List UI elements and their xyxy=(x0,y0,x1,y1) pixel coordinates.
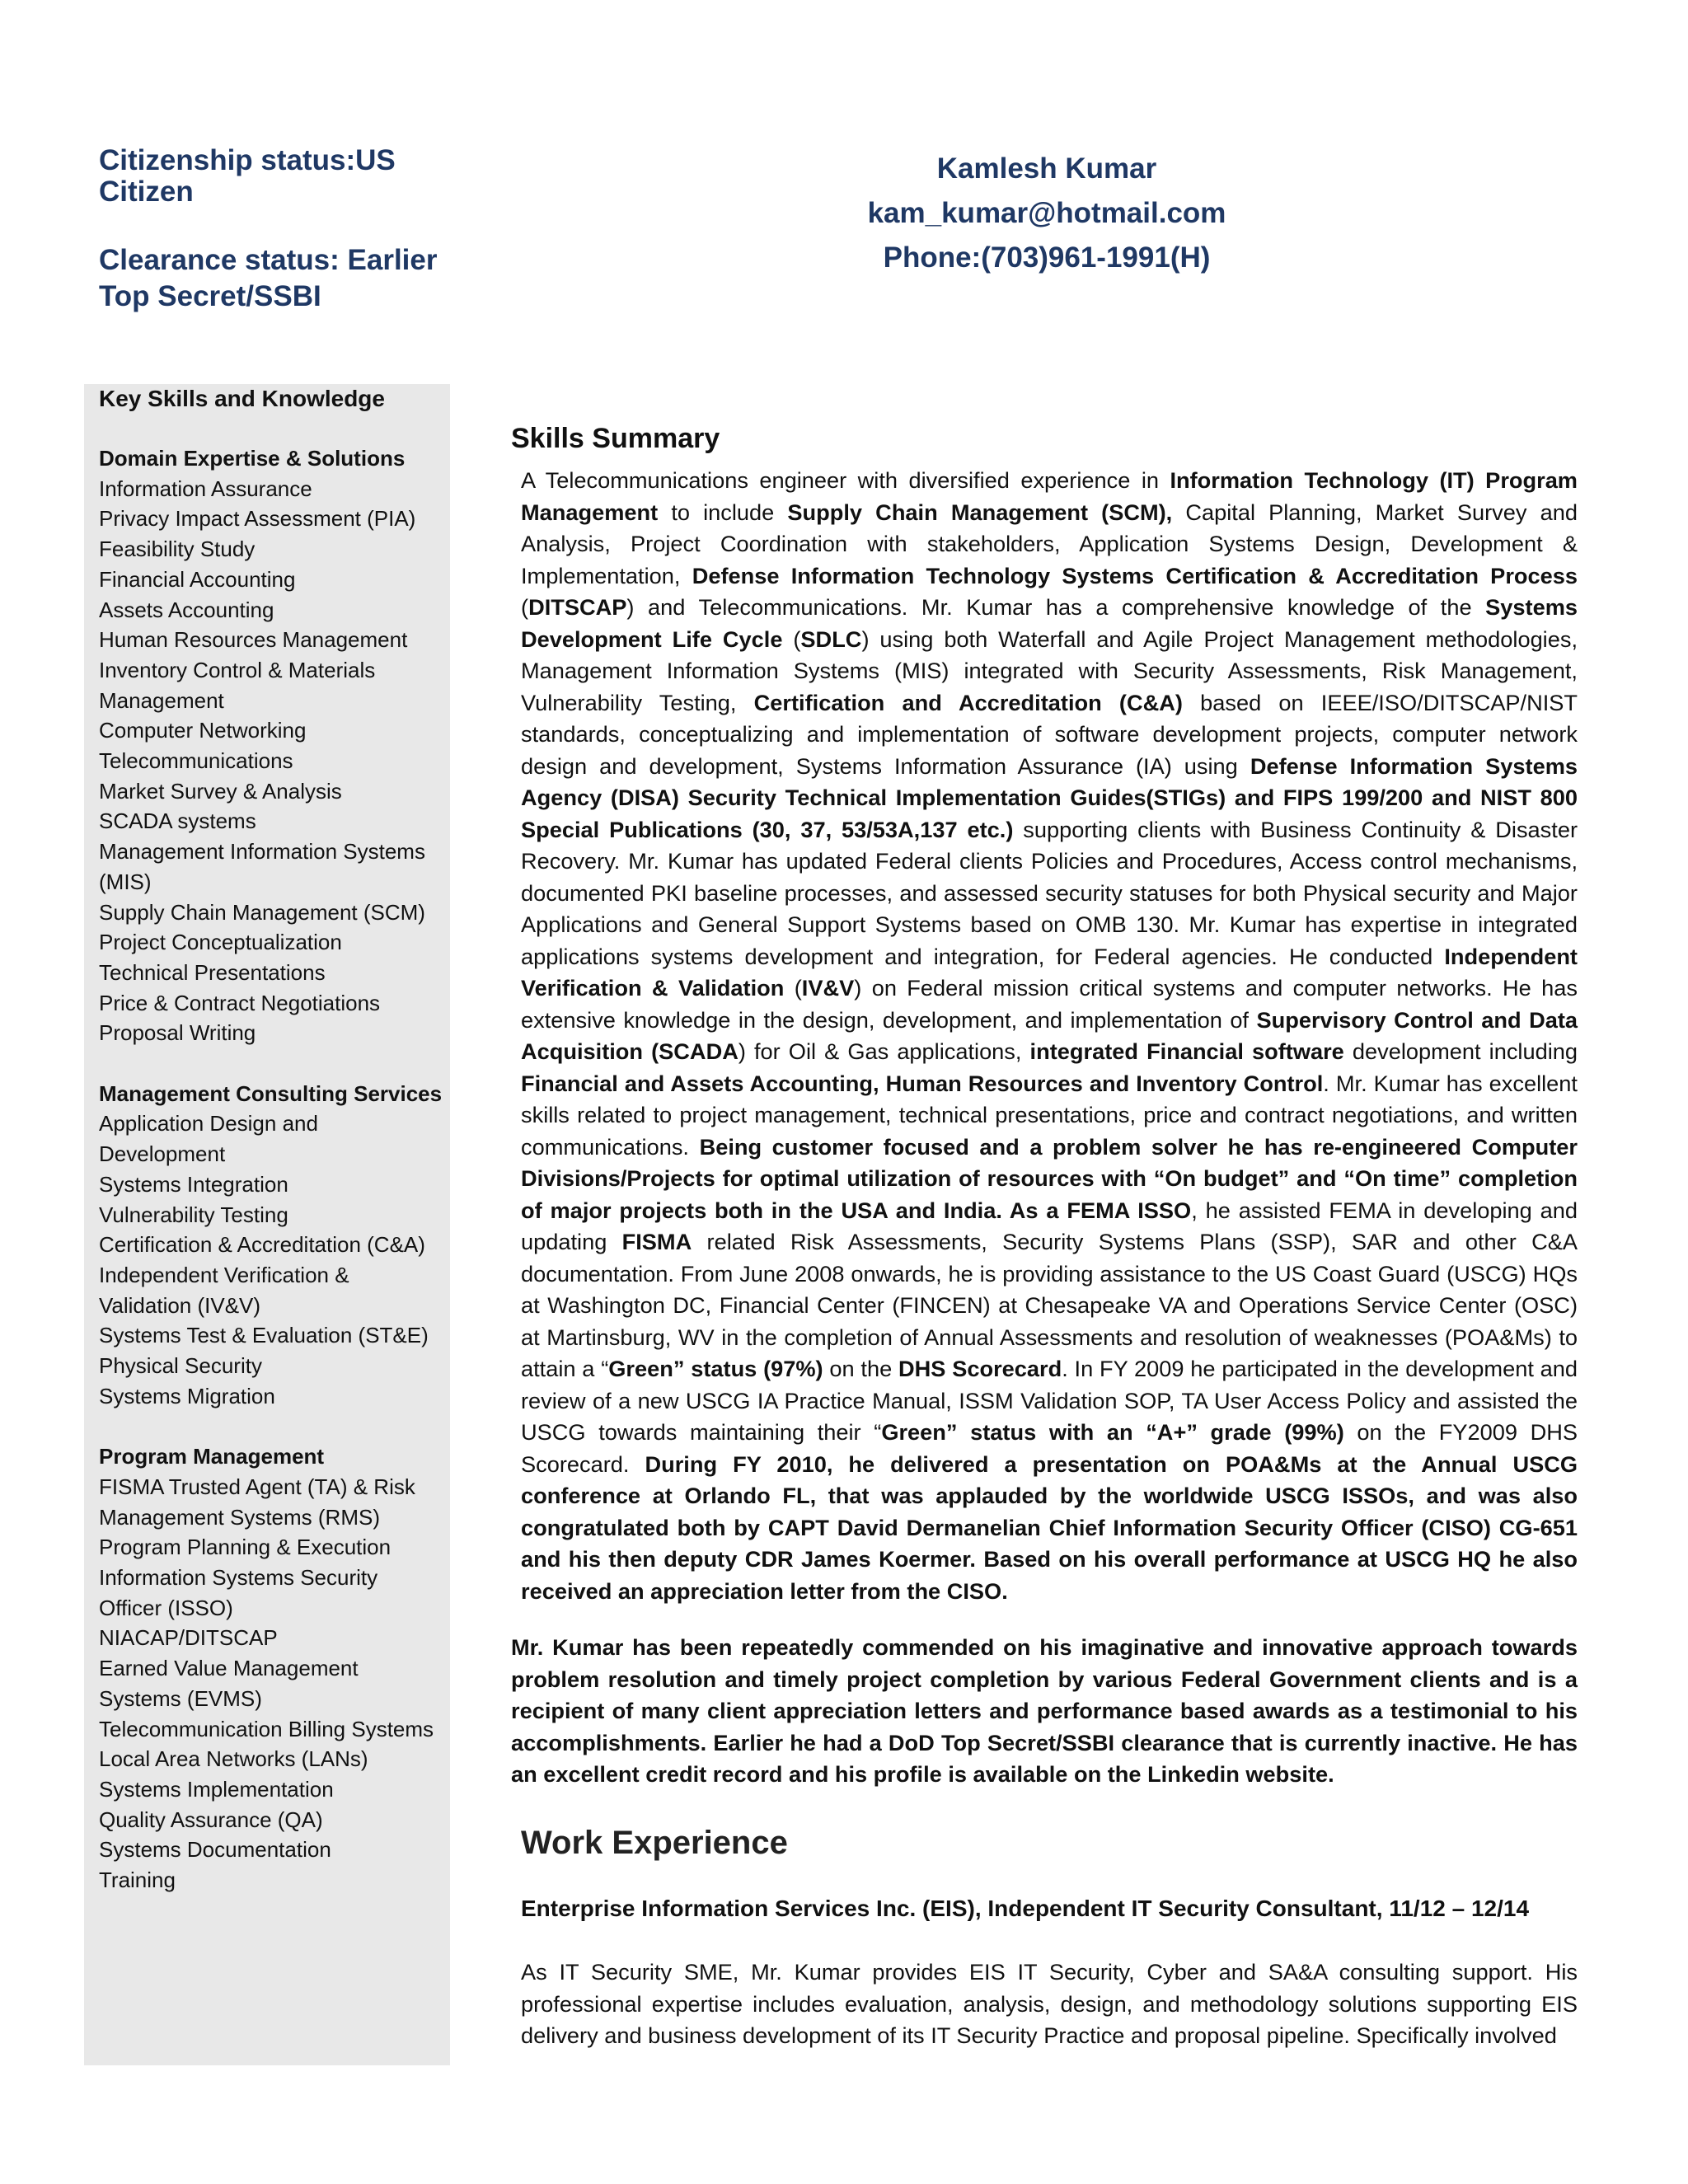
job-description: As IT Security SME, Mr. Kumar provides EIS IT Security, Cyber and SA&A consulting support. His professional expertise includes evaluation, analysis, design, and methodology solutions supporting EIS delivery and business development of its IT Security Practice and proposal pipeline. Specifically involved xyxy=(521,1959,1578,2048)
skill-item: Privacy Impact Assessment (PIA) xyxy=(99,506,416,532)
summary-text-run: Supervisory Control and Data Acquisition (SCADA xyxy=(521,1006,1578,1064)
summary-text-run: Green” status (97%) xyxy=(608,1356,823,1381)
skill-item: Technical Presentations xyxy=(99,959,326,985)
summary-text-run: FISMA xyxy=(621,1229,692,1254)
key-skills-sidebar xyxy=(84,384,450,2065)
summary-text-run: Independent Verification & Validation xyxy=(521,943,1578,1001)
skills-summary-closing: Mr. Kumar has been repeatedly commended on his imaginative and innovative approach towards problem resolution and timely project completion by various Federal Government clients and is a recipient of many client appreciation letters and performance based awards as a testimonial to his accomplishments. Earlier he had a DoD Top Secret/SSBI clearance that is currently inactive. He has an excellent credit record and his profile is available on the Linkedin website. xyxy=(511,1634,1578,1787)
skill-item: Earned Value Management Systems (EVMS) xyxy=(99,1656,359,1711)
work-experience-heading: Work Experience xyxy=(521,1825,788,1861)
skill-item: Program Planning & Execution xyxy=(99,1535,392,1560)
skill-item: Supply Chain Management (SCM) xyxy=(99,899,425,925)
summary-text-run: ( xyxy=(784,975,802,1001)
contact-block xyxy=(725,147,1368,280)
skill-item: Financial Accounting xyxy=(99,566,296,592)
summary-text-run: . Mr. Kumar has excellent skills related to project management, technical presentations, price and contract negotiations, and written communications. xyxy=(521,1070,1578,1160)
skill-item: Assets Accounting xyxy=(99,597,274,622)
skill-item: Systems Implementation xyxy=(99,1776,334,1802)
summary-text-run: ( xyxy=(782,626,801,652)
summary-text-run: IV&V xyxy=(801,975,855,1001)
summary-text-run: A Telecommunications engineer with diversified experience in xyxy=(521,467,1170,493)
skill-groups xyxy=(99,443,445,1896)
summary-text-run: During FY 2010, he delivered a presentation on POA&Ms at the Annual USCG conference at Orlando FL, that was applauded by the worldwide USCG ISSOs, and was also congratulated both by CAPT David Dermanelian Chief Information Security Officer (CISO) CG-651 and his then deputy CDR James Koermer. Based on his overall performance at USCG HQ he also received an appreciation letter from the CISO. xyxy=(521,1451,1578,1604)
skill-item: Price & Contract Negotiations xyxy=(99,990,381,1015)
key-skills-title: Key Skills and Knowledge xyxy=(99,386,385,411)
skill-item: Systems Migration xyxy=(99,1383,275,1408)
skill-item: Independent Verification & Validation (IV&V) xyxy=(99,1262,349,1318)
summary-text-run: . In FY 2009 he participated in the development and review of a new USCG IA Practice Manual, ISSM Validation SOP, TA User Access Policy and assisted the USCG towards maintaining their “ xyxy=(521,1356,1578,1445)
skill-item: Systems Test & Evaluation (ST&E) xyxy=(99,1323,429,1348)
summary-text-run: Supply Chain Management (SCM), xyxy=(787,499,1173,525)
skill-item: FISMA Trusted Agent (TA) & Risk Management Systems (RMS) xyxy=(99,1474,415,1530)
skills-summary-heading: Skills Summary xyxy=(511,423,720,454)
summary-text-run: Defense Information Technology Systems Certification & Accreditation Process xyxy=(692,562,1578,588)
summary-text-run: ) on Federal mission critical systems and computer networks. He has extensive knowledge in the design, development, and implementation of xyxy=(521,975,1578,1033)
skill-item: Telecommunications xyxy=(99,748,293,774)
summary-text-run: ) using both Waterfall and Agile Project Management methodologies, Management Information Systems (MIS) integrated with Security Assessments, Risk Management, Vulnerability Testing, xyxy=(521,626,1578,715)
skill-item: Physical Security xyxy=(99,1353,262,1379)
summary-text-run: Defense Information Systems Agency (DISA) Security Technical Implementation Guides(STIGs) and FIPS 199/200 and NIST 800 Special Publications (30, 37, 53/53A,137 etc.) xyxy=(521,752,1578,842)
skill-item: Information Systems Security Officer (ISSO) xyxy=(99,1564,378,1620)
summary-text-run: Capital Planning, Market Survey and Analysis, Project Coordination with stakeholders, Application Systems Design, Development & Implementation, xyxy=(521,499,1578,588)
skill-item: Market Survey & Analysis xyxy=(99,778,342,804)
skill-item: Inventory Control & Materials Management xyxy=(99,657,376,713)
summary-text-run: DITSCAP xyxy=(528,594,627,620)
candidate-name: Kamlesh Kumar xyxy=(936,152,1157,185)
skill-item: Systems Integration xyxy=(99,1171,288,1197)
skill-item: Vulnerability Testing xyxy=(99,1202,288,1227)
skill-item: Human Resources Management xyxy=(99,627,408,653)
summary-text-run: related Risk Assessments, Security Systems Plans (SSP), SAR and other C&A documentation. From June 2008 onwards, he is providing assistance to the US Coast Guard (USCG) HQs at Washington DC, Financial Center (FINCEN) at Chesapeake VA and Operations Service Center (OSC) at Martinsburg, WV in the completion of Annual Assessments and resolution of weaknesses (POA&Ms) to attain a “ xyxy=(521,1229,1578,1381)
skill-item: Project Conceptualization xyxy=(99,930,342,955)
skill-item: Feasibility Study xyxy=(99,537,256,562)
skill-item: NIACAP/DITSCAP xyxy=(99,1625,278,1651)
skill-item: Computer Networking xyxy=(99,718,307,743)
summary-text-run: SDLC xyxy=(800,626,862,652)
candidate-phone: Phone:(703)961-1991(H) xyxy=(883,241,1211,274)
skill-item: Systems Documentation xyxy=(99,1837,331,1863)
skill-group xyxy=(99,443,445,1048)
skill-item: Application Design and Development xyxy=(99,1111,318,1167)
skill-item: Information Assurance xyxy=(99,476,312,501)
key-skills-content xyxy=(99,384,445,1925)
candidate-email: kam_kumar@hotmail.com xyxy=(867,197,1226,229)
skill-item: Management Information Systems (MIS) xyxy=(99,839,425,894)
summary-text-run: Financial and Assets Accounting, Human Resources and Inventory Control xyxy=(521,1070,1324,1096)
summary-text-run: integrated Financial software xyxy=(1029,1038,1344,1064)
citizenship-status: Citizenship status:US Citizen xyxy=(99,144,396,208)
summary-text-run: ( xyxy=(521,594,529,620)
skill-item: Certification & Accreditation (C&A) xyxy=(99,1232,425,1258)
skill-item: SCADA systems xyxy=(99,808,256,834)
skill-item: Quality Assurance (QA) xyxy=(99,1807,323,1832)
skill-group xyxy=(99,1079,445,1412)
skills-summary-text xyxy=(521,465,1578,1607)
summary-text-run: DHS Scorecard xyxy=(898,1356,1062,1381)
summary-text-run: based on IEEE/ISO/DITSCAP/NIST standards, conceptualizing and implementation of software development projects, computer network design and development, Systems Information Assurance (IA) using xyxy=(521,689,1578,779)
skills-summary-paragraph xyxy=(521,465,1578,1607)
skill-group-heading: Domain Expertise & Solutions xyxy=(99,446,406,471)
job-title: Enterprise Information Services Inc. (EIS), Independent IT Security Consultant, 11/12 – 12/14 xyxy=(521,1896,1530,1921)
summary-text-run: Information Technology (IT) Program Management xyxy=(521,467,1578,525)
skill-item: Proposal Writing xyxy=(99,1020,256,1046)
summary-text-run: supporting clients with Business Continuity & Disaster Recovery. Mr. Kumar has updated Federal clients Policies and Procedures, Access control mechanisms, documented PKI baseline processes, and assessed security statuses for both Physical security and Major Applications and General Support Systems based on OMB 130. Mr. Kumar has expertise in integrated applications systems development and integration, for Federal agencies. He conducted xyxy=(521,816,1578,969)
summary-text-run: development including xyxy=(1343,1038,1578,1064)
summary-text-run: Being customer focused and a problem solver he has re-engineered Computer Divisions/Projects for optimal utilization of resources with “On budget” and “On time” completion of major projects both in the USA and India. As a FEMA ISSO xyxy=(521,1133,1578,1223)
clearance-status: Clearance status: Earlier Top Secret/SSBI xyxy=(99,244,438,312)
summary-text-run: ) for Oil & Gas applications, xyxy=(738,1038,1030,1064)
skill-group-heading: Program Management xyxy=(99,1444,325,1469)
summary-text-run: Green” status with an “A+” grade (99%) xyxy=(881,1419,1344,1445)
summary-text-run: , he assisted FEMA in developing and updating xyxy=(521,1197,1578,1254)
summary-text-run: Certification and Accreditation (C&A) xyxy=(753,689,1183,715)
skill-group xyxy=(99,1441,445,1896)
summary-text-run: to include xyxy=(658,499,788,525)
skill-item: Training xyxy=(99,1868,176,1893)
skill-item: Telecommunication Billing Systems xyxy=(99,1716,434,1741)
summary-text-run: on the xyxy=(823,1356,899,1381)
summary-text-run: on the FY2009 DHS Scorecard. xyxy=(521,1419,1578,1477)
summary-text-run: ) and Telecommunications. Mr. Kumar has a comprehensive knowledge of the xyxy=(626,594,1486,620)
skill-group-heading: Management Consulting Services xyxy=(99,1080,443,1106)
skill-item: Local Area Networks (LANs) xyxy=(99,1746,368,1772)
summary-text-run: Systems Development Life Cycle xyxy=(521,594,1578,652)
